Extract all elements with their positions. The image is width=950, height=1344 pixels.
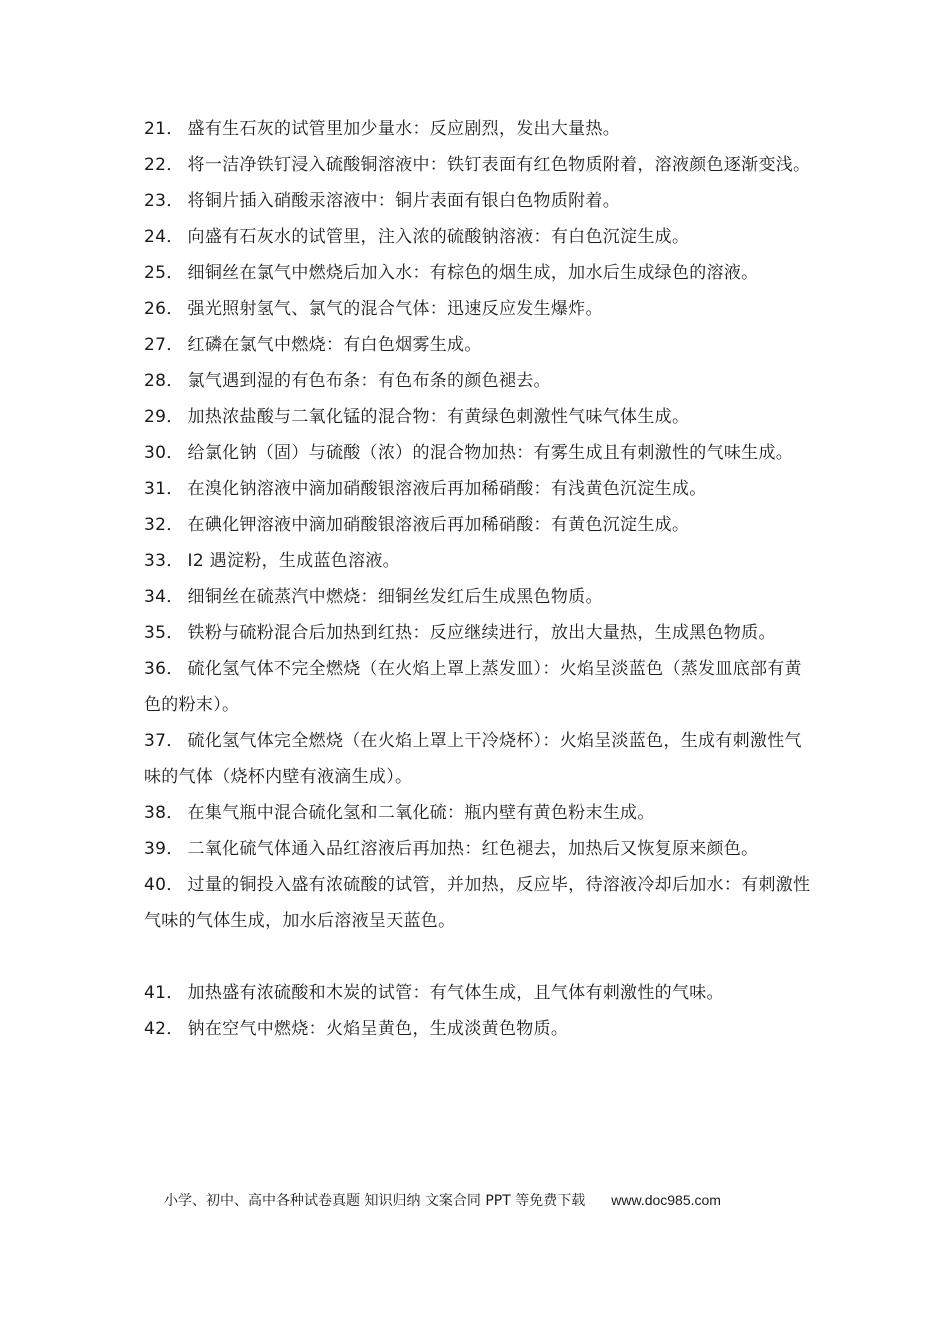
item-text: 加热浓盐酸与二氧化锰的混合物：有黄绿色刺激性气味气体生成。	[187, 407, 690, 427]
item-number: 22．	[144, 155, 184, 175]
item-number: 21．	[144, 119, 184, 139]
item-number: 37．	[144, 731, 184, 751]
item-text: 二氧化硫气体通入品红溶液后再加热：红色褪去，加热后又恢复原来颜色。	[187, 839, 759, 859]
item-number: 26．	[144, 299, 184, 319]
list-item	[144, 183, 814, 219]
item-number: 28．	[144, 371, 184, 391]
footer-site-link[interactable]: www.doc985.com	[611, 1192, 721, 1208]
item-text: 在集气瓶中混合硫化氢和二氧化硫：瓶内壁有黄色粉末生成。	[187, 803, 655, 823]
reaction-list	[144, 111, 814, 939]
item-text: 硫化氢气体不完全燃烧（在火焰上罩上蒸发皿）：火焰呈淡蓝色（蒸发皿底部有黄色的粉末）。	[144, 659, 802, 715]
item-number: 41．	[144, 983, 184, 1003]
item-text: 将一洁净铁钉浸入硫酸铜溶液中：铁钉表面有红色物质附着，溶液颜色逐渐变浅。	[187, 155, 811, 175]
list-item	[144, 399, 814, 435]
list-item	[144, 723, 814, 795]
item-text: 氯气遇到湿的有色布条：有色布条的颜色褪去。	[187, 371, 551, 391]
item-number: 35．	[144, 623, 184, 643]
list-item	[144, 1011, 814, 1047]
item-text: 强光照射氢气、氯气的混合气体：迅速反应发生爆炸。	[187, 299, 603, 319]
list-item	[144, 219, 814, 255]
item-text: 给氯化钠（固）与硫酸（浓）的混合物加热：有雾生成且有刺激性的气味生成。	[187, 443, 794, 463]
item-number: 27．	[144, 335, 184, 355]
list-item	[144, 651, 814, 723]
item-number: 30．	[144, 443, 184, 463]
list-item	[144, 579, 814, 615]
item-text: 硫化氢气体完全燃烧（在火焰上罩上干冷烧杯）：火焰呈淡蓝色，生成有刺激性气味的气体（烧杯内壁有液滴生成）。	[144, 731, 802, 787]
page-footer	[164, 1188, 721, 1213]
list-item	[144, 111, 814, 147]
list-item	[144, 291, 814, 327]
item-number: 39．	[144, 839, 184, 859]
section-gap	[144, 939, 814, 975]
item-number: 25．	[144, 263, 184, 283]
list-item	[144, 867, 814, 939]
list-item	[144, 435, 814, 471]
item-text: 在碘化钾溶液中滴加硝酸银溶液后再加稀硝酸：有黄色沉淀生成。	[187, 515, 690, 535]
item-number: 23．	[144, 191, 184, 211]
list-item	[144, 615, 814, 651]
item-text: I2 遇淀粉，生成蓝色溶液。	[187, 551, 400, 571]
item-text: 加热盛有浓硫酸和木炭的试管：有气体生成，且气体有刺激性的气味。	[187, 983, 724, 1003]
list-item	[144, 507, 814, 543]
list-item	[144, 255, 814, 291]
item-number: 40．	[144, 875, 184, 895]
item-number: 36．	[144, 659, 184, 679]
item-text: 红磷在氯气中燃烧：有白色烟雾生成。	[187, 335, 482, 355]
item-number: 34．	[144, 587, 184, 607]
item-text: 过量的铜投入盛有浓硫酸的试管，并加热，反应毕，待溶液冷却后加水：有刺激性气味的气体生成，加水后溶液呈天蓝色。	[144, 875, 811, 931]
item-text: 盛有生石灰的试管里加少量水：反应剧烈，发出大量热。	[187, 119, 621, 139]
item-number: 29．	[144, 407, 184, 427]
item-number: 31．	[144, 479, 184, 499]
item-text: 在溴化钠溶液中滴加硝酸银溶液后再加稀硝酸：有浅黄色沉淀生成。	[187, 479, 707, 499]
item-number: 32．	[144, 515, 184, 535]
list-item	[144, 471, 814, 507]
item-text: 细铜丝在硫蒸汽中燃烧：细铜丝发红后生成黑色物质。	[187, 587, 603, 607]
item-number: 42．	[144, 1019, 184, 1039]
reaction-list-continued	[144, 975, 814, 1047]
list-item	[144, 543, 814, 579]
footer-text: 小学、初中、高中各种试卷真题 知识归纳 文案合同 PPT 等免费下载	[164, 1193, 586, 1209]
item-number: 33．	[144, 551, 184, 571]
list-item	[144, 327, 814, 363]
item-text: 向盛有石灰水的试管里，注入浓的硫酸钠溶液：有白色沉淀生成。	[187, 227, 690, 247]
item-number: 38．	[144, 803, 184, 823]
list-item	[144, 975, 814, 1011]
item-number: 24．	[144, 227, 184, 247]
list-item	[144, 831, 814, 867]
list-item	[144, 147, 814, 183]
item-text: 将铜片插入硝酸汞溶液中：铜片表面有银白色物质附着。	[187, 191, 621, 211]
item-text: 细铜丝在氯气中燃烧后加入水：有棕色的烟生成，加水后生成绿色的溶液。	[187, 263, 759, 283]
list-item	[144, 795, 814, 831]
item-text: 铁粉与硫粉混合后加热到红热：反应继续进行，放出大量热，生成黑色物质。	[187, 623, 776, 643]
list-item	[144, 363, 814, 399]
document-body	[144, 111, 814, 1047]
item-text: 钠在空气中燃烧：火焰呈黄色，生成淡黄色物质。	[187, 1019, 569, 1039]
